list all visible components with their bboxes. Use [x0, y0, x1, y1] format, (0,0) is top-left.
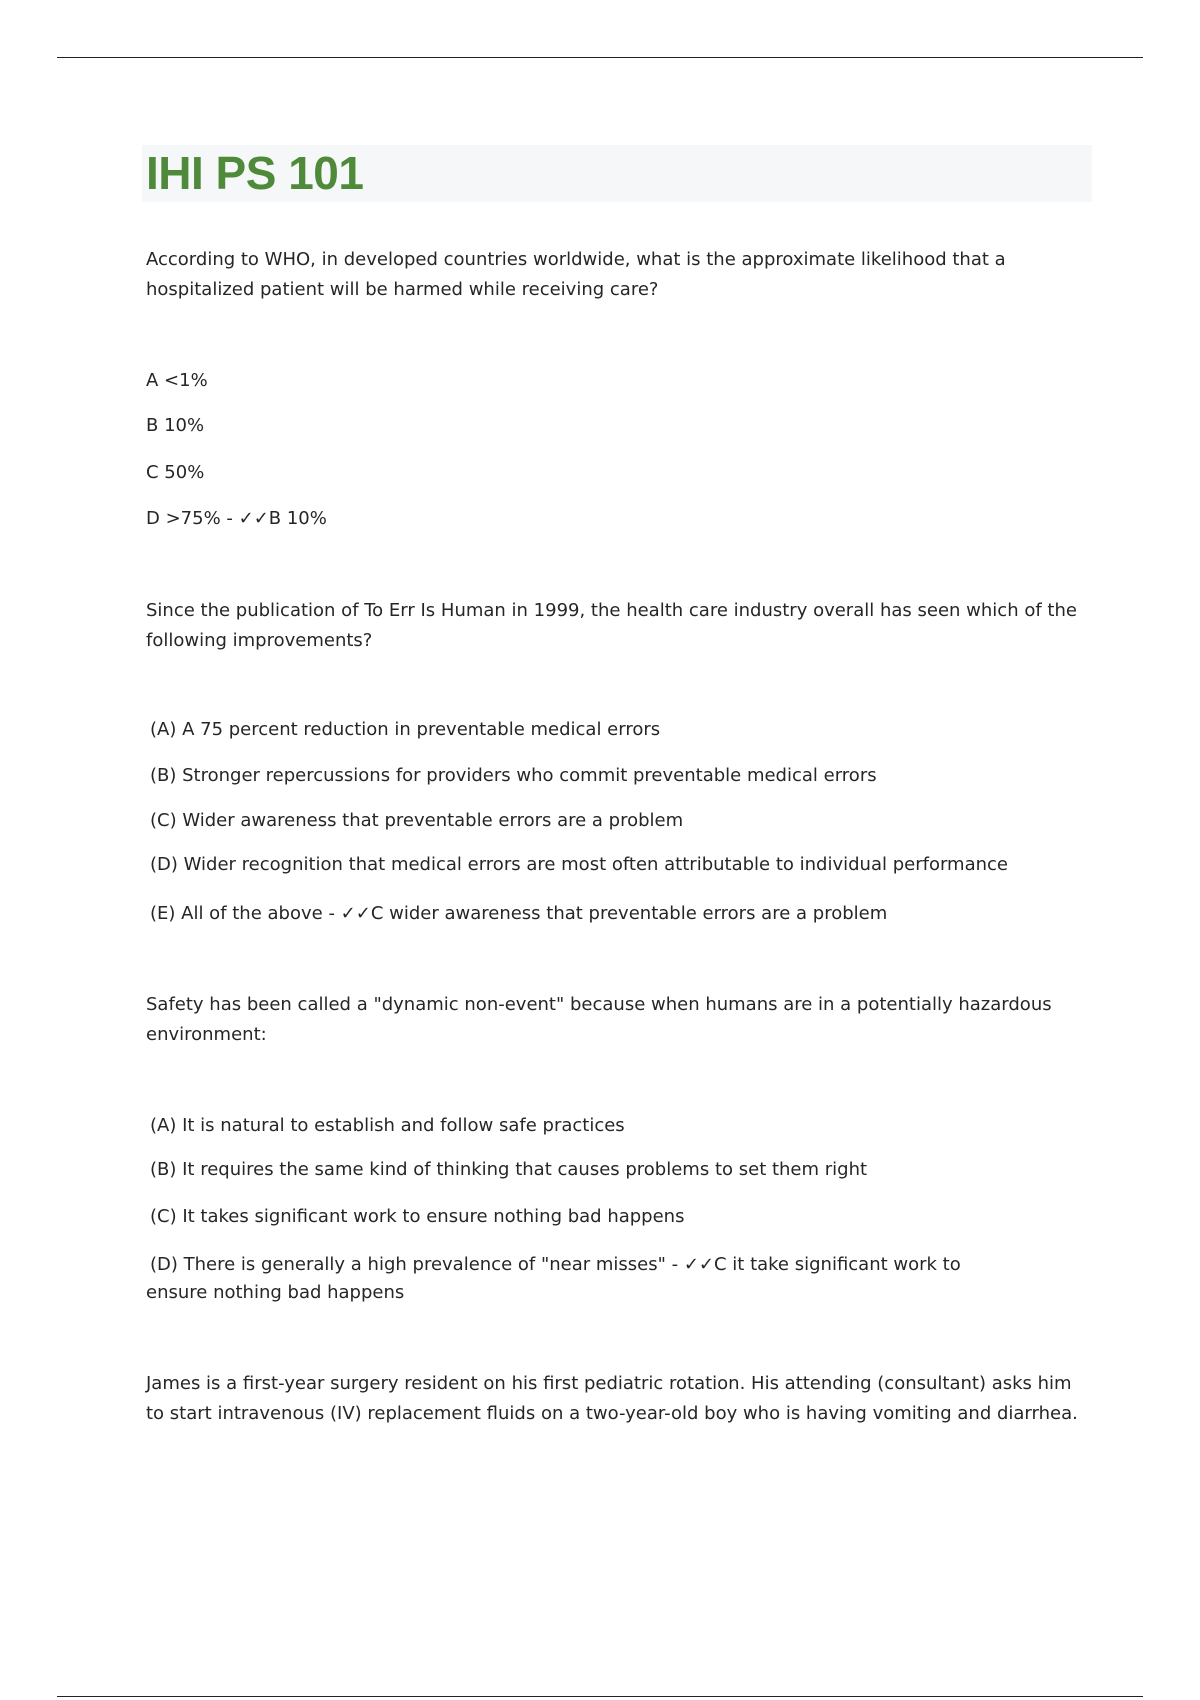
question-1-option-d [146, 505, 1086, 533]
question-3-option-a: (A) It is natural to establish and follow safe practices [150, 1115, 625, 1136]
question-2-prompt: Since the publication of To Err Is Human in 1999, the health care industry overall has seen which of the following improvements? [146, 600, 1077, 651]
question-1-option-c: C 50% [146, 462, 205, 483]
question-3-option-d [146, 1251, 1026, 1307]
option-text: D >75% [146, 508, 221, 529]
option-text: (E) All of the above [150, 903, 323, 924]
question-3-option-b: (B) It requires the same kind of thinking that causes problems to set them right [150, 1159, 868, 1180]
question-2-option-a: (A) A 75 percent reduction in preventable medical errors [150, 719, 661, 740]
question-2-option-d: (D) Wider recognition that medical errors are most often attributable to individual performance [150, 854, 1008, 875]
question-1-option-a: A <1% [146, 370, 208, 391]
question-2-answer: - ✓✓C wider awareness that preventable errors are a problem [322, 903, 888, 924]
question-2-option-b: (B) Stronger repercussions for providers who commit preventable medical errors [150, 765, 877, 786]
question-1-answer: - ✓✓B 10% [220, 508, 327, 529]
document-title: IHI PS 101 [146, 147, 364, 199]
question-2-option-e [150, 900, 1090, 928]
question-1-option-b: B 10% [146, 415, 205, 436]
question-2-option-c: (C) Wider awareness that preventable errors are a problem [150, 810, 684, 831]
question-1-prompt: According to WHO, in developed countries worldwide, what is the approximate likelihood that a hospitalized patient will be harmed while receiving care? [146, 249, 1006, 300]
question-3-answer: - ✓✓C it take significant work to ensure nothing bad happens [146, 1254, 961, 1303]
option-text: (D) There is generally a high prevalence of "near misses" [150, 1254, 666, 1275]
question-3-prompt: Safety has been called a "dynamic non-event" because when humans are in a potentially hazardous environment: [146, 994, 1052, 1045]
question-4-prompt: James is a first-year surgery resident on his first pediatric rotation. His attending (consultant) asks him to start intravenous (IV) replacement fluids on a two-year-old boy who is having vomiting and diarrhea. [146, 1373, 1078, 1424]
footer-rule [57, 1696, 1143, 1697]
question-3-option-c: (C) It takes significant work to ensure nothing bad happens [150, 1206, 685, 1227]
header-rule [57, 57, 1143, 58]
